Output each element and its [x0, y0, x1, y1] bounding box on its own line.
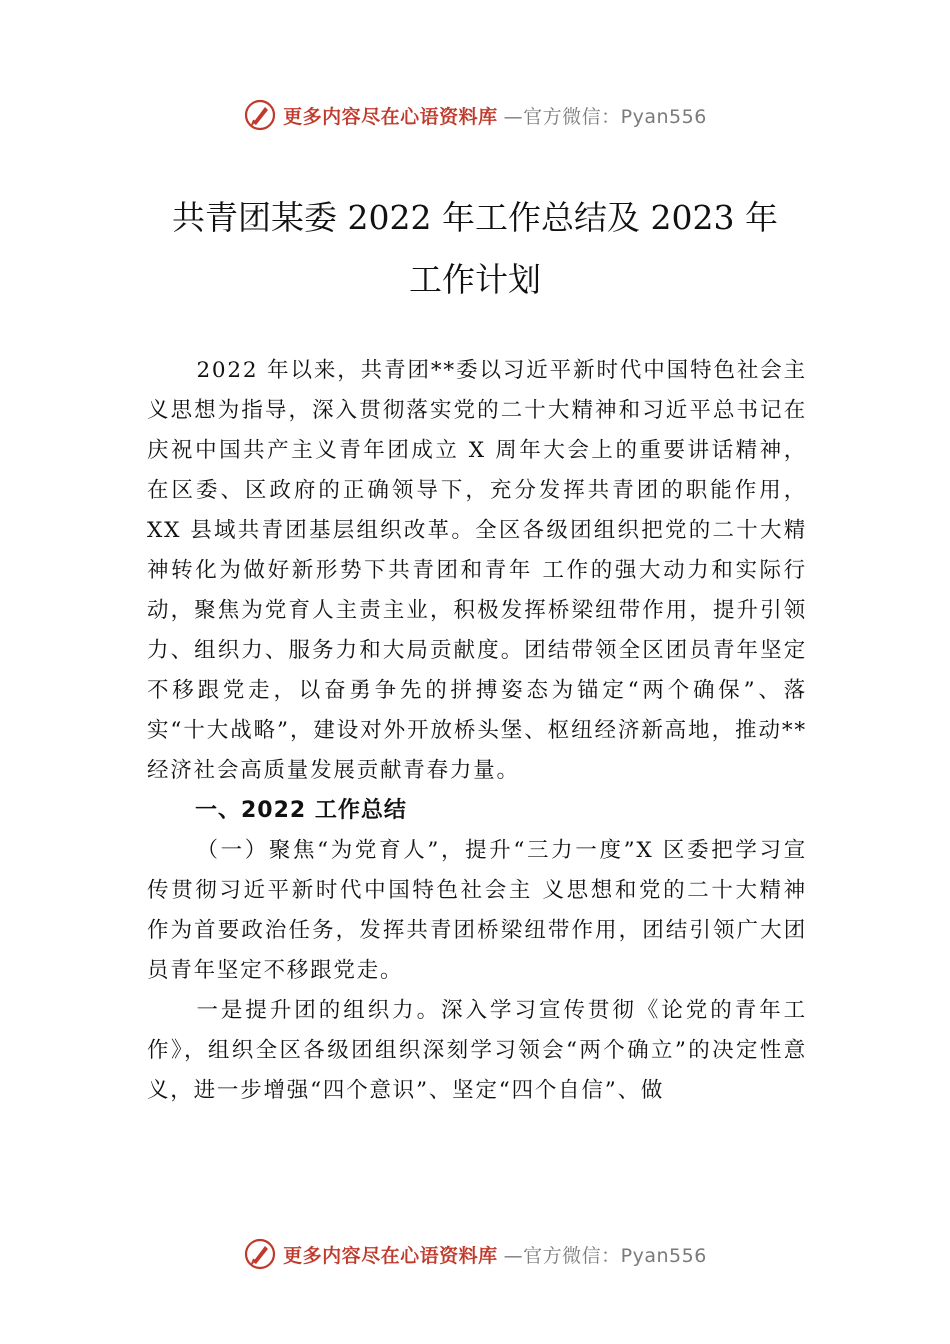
watermark-brand: 更多内容尽在心语资料库 — [283, 1244, 498, 1267]
watermark-footer — [0, 1234, 950, 1274]
document-body — [147, 351, 807, 1111]
quill-pen-logo-icon — [243, 98, 277, 132]
watermark-contact: —官方微信：Pyan556 — [503, 1244, 707, 1267]
subsection-paragraph-1: （一）聚焦“为党育人”，提升“三力一度”X 区委把学习宣传贯彻习近平新时代中国特色社会主 义思想和党的二十大精神作为首要政治任务，发挥共青团桥梁纽带作用，团结引领广大团员青年坚定不移跟党走。 — [147, 838, 807, 983]
document-title-line1: 共青团某委 2022 年工作总结及 2023 年 — [172, 198, 778, 237]
document-title-line2: 工作计划 — [409, 260, 541, 299]
watermark-contact: —官方微信：Pyan556 — [503, 105, 707, 128]
watermark-brand: 更多内容尽在心语资料库 — [283, 105, 498, 128]
section-heading-1: 一、2022 工作总结 — [195, 798, 407, 823]
intro-paragraph: 2022 年以来，共青团**委以习近平新时代中国特色社会主义思想为指导，深入贯彻落实党的二十大精神和习近平总书记在庆祝中国共产主义青年团成立 X 周年大会上的重要讲话精神，在区委、区政府的正确领导下，充分发挥共青团的职能作用，XX 县域共青团基层组织改革。全区各级团组织把党的二十大精神转化为做好新形势下共青团和青年 工作的强大动力和实际行动，聚焦为党育人主责主业，积极发挥桥梁纽带作用，提升引领力、组织力、服务力和大局贡献度。团结带领全区团员青年坚定不移跟党走，以奋勇争先的拼搏姿态为锚定“两个确保”、落实“十大战略”，建设对外开放桥头堡、枢纽经济新高地，推动**经济社会高质量发展贡献青春力量。 — [147, 358, 807, 783]
point-paragraph-1: 一是提升团的组织力。深入学习宣传贯彻《论党的青年工作》，组织全区各级团组织深刻学习领会“两个确立”的决定性意义，进一步增强“四个意识”、坚定“四个自信”、做 — [147, 998, 807, 1103]
quill-pen-logo-icon — [243, 1237, 277, 1271]
watermark-header — [0, 95, 950, 135]
